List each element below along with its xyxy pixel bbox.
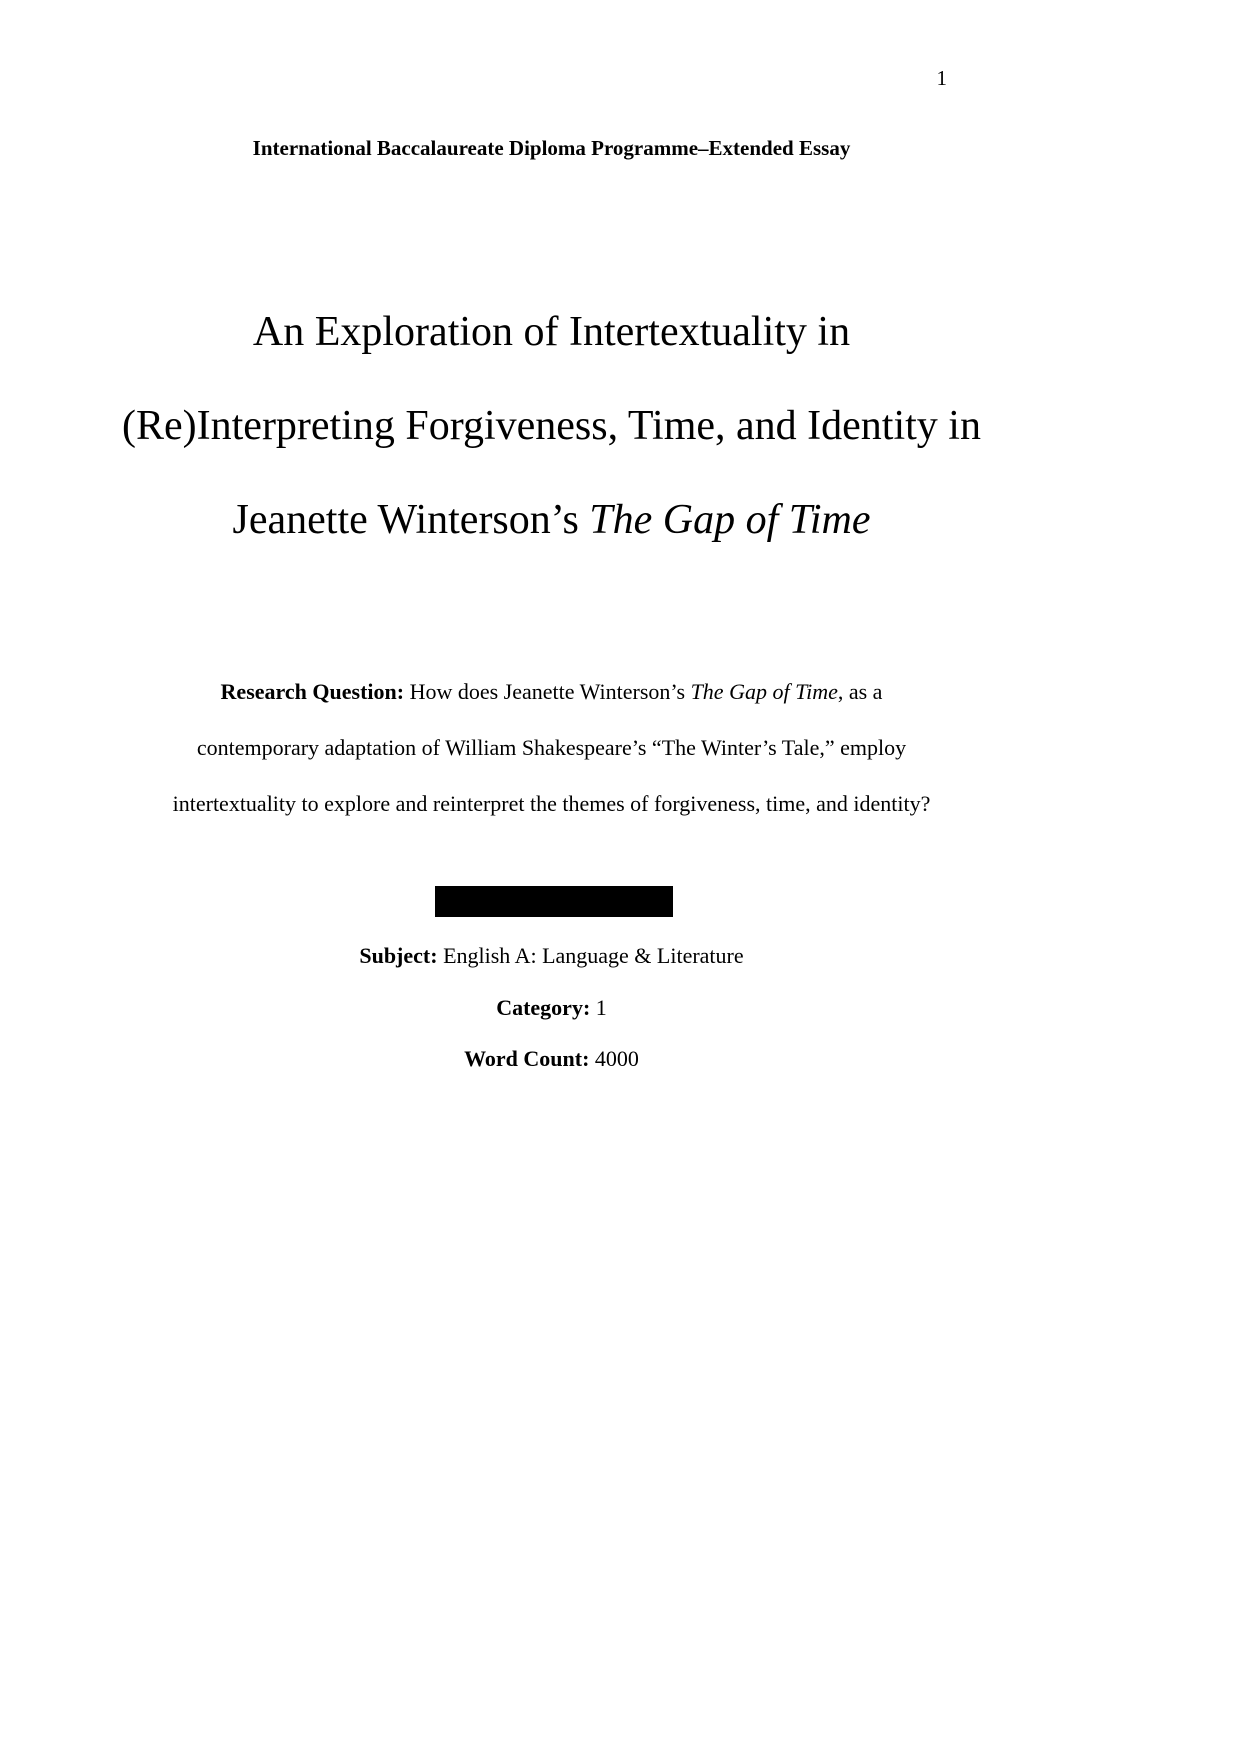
research-question-label: Research Question: bbox=[220, 679, 405, 704]
page-number: 1 bbox=[936, 66, 947, 90]
research-question-text-start: How does Jeanette Winterson’s bbox=[404, 679, 691, 704]
title-line-1: An Exploration of Intertextuality in bbox=[252, 309, 851, 355]
research-question-line-2: contemporary adaptation of William Shakespeare’s “The Winter’s Tale,” employ bbox=[196, 735, 907, 760]
redaction-bar bbox=[435, 886, 673, 917]
subject-label: Subject: bbox=[359, 943, 438, 968]
word-count-line bbox=[0, 1045, 1103, 1073]
research-question bbox=[110, 664, 993, 832]
subject-line bbox=[0, 942, 1103, 970]
research-question-line-1 bbox=[110, 664, 993, 720]
subject-value: English A: Language & Literature bbox=[437, 943, 744, 968]
title-line-2: (Re)Interpreting Forgiveness, Time, and Identity in bbox=[122, 403, 981, 449]
title-line-3 bbox=[0, 473, 1103, 567]
programme-heading: International Baccalaureate Diploma Programme–Extended Essay bbox=[252, 136, 851, 160]
category-line bbox=[0, 994, 1103, 1022]
research-question-line-3: intertextuality to explore and reinterpret the themes of forgiveness, time, and identity? bbox=[172, 791, 931, 816]
title-book-name: The Gap of Time bbox=[589, 497, 871, 543]
title-author-text: Jeanette Winterson’s bbox=[232, 497, 590, 543]
category-value: 1 bbox=[590, 995, 607, 1020]
word-count-value: 4000 bbox=[589, 1046, 639, 1071]
category-label: Category: bbox=[496, 995, 591, 1020]
essay-title bbox=[0, 285, 1103, 567]
word-count-label: Word Count: bbox=[464, 1046, 590, 1071]
research-question-book-name: The Gap of Time bbox=[690, 679, 838, 704]
research-question-text-end: , as a bbox=[837, 679, 883, 704]
